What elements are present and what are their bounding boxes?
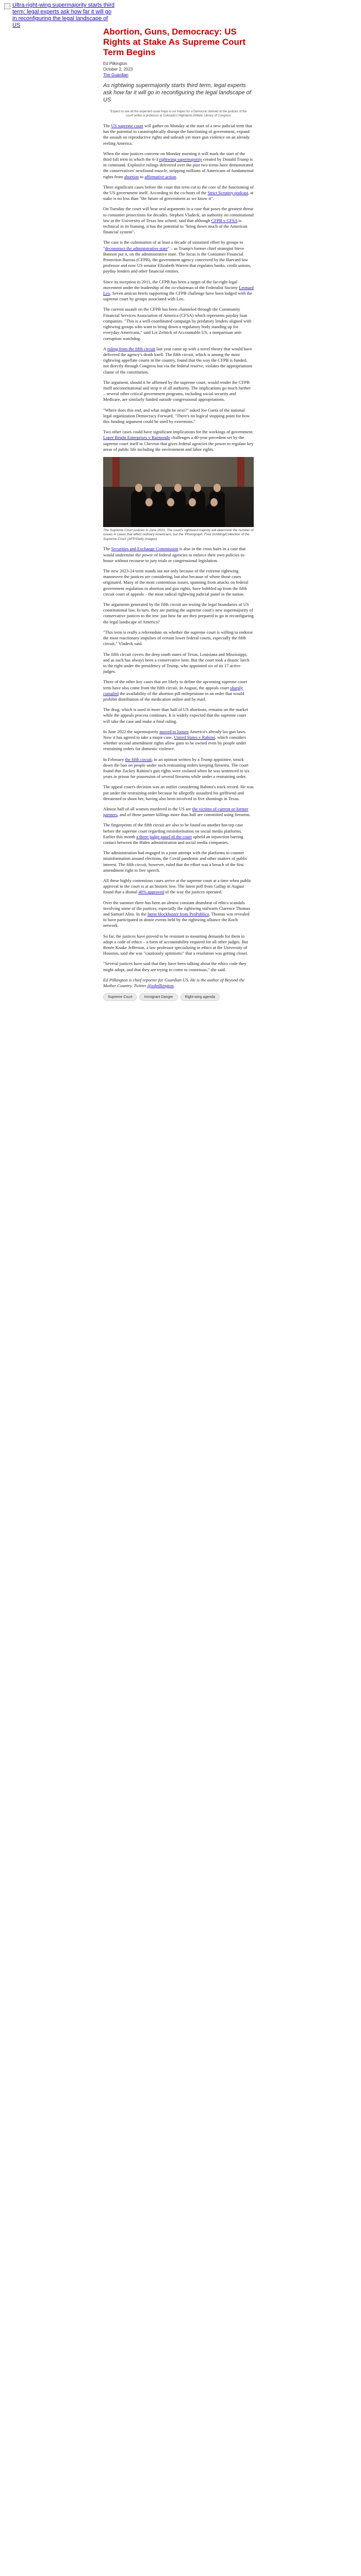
justice-face [145,498,153,506]
body-paragraph [103,961,254,972]
justice-face [155,484,162,492]
inline-link[interactable]: rightwing supermajority [159,157,202,162]
paragraph-text: Almost half of all women murdered in the US are [103,806,192,811]
photo-curtain [237,457,244,487]
paragraph-text: , at stake is no less than "the future of government as we know it". [103,190,254,201]
paragraph-text: , which considers whether second amendment rights allow guns to be owned even by people under restraining orders for domestic violence. [103,734,247,752]
author: Ed Pilkington [103,61,127,66]
justice-figure [140,503,158,527]
body-paragraph [103,652,254,675]
body-paragraph [103,630,254,647]
justice-face [135,484,142,492]
paragraph-text: " – as Trump's former chief strategist Steve Bannon put it, on the administrative state. The focus is the Consumer Financial Protection Bureau (CFPB), the government agency conceived by the Harvard law professor and now US senator Elizabeth Warren that regulates banks, credit unions, payday lenders and other financial entities. [103,245,251,274]
body-paragraph [103,568,254,597]
justice-face [214,484,221,492]
body-paragraph [103,757,254,780]
inline-link[interactable]: US supreme court [111,123,143,128]
browser-header [0,0,361,28]
paragraph-text: "Where does this end, and what might be next?" asked Joe Gaeta of the national legal organization Democracy Forward. "There's no logical stopping point for how this funding argument could be used by extremists." [103,407,250,424]
justice-face [174,484,182,492]
inline-link[interactable]: the fifth circuit [125,756,152,762]
paragraph-text: . [176,174,177,179]
paragraph-text: On Tuesday the court will hear oral arguments in a case that poses the greatest threat to consumer protections for decades. Stephen Vladeck, an authority on constitutional law at the University of Texas law school, said that although [103,206,254,223]
paragraph-text: The appeal court's decision was an outlier considering Rahimi's track record. He was put under the restraining order because he allegedly assaulted his girlfriend and threatened to shoot her, having also been involved in five shootings in Texas. [103,784,254,801]
body-paragraph [103,900,254,929]
page-title-link[interactable]: Ultra-right-wing supermajority starts third term: legal experts ask how far it will go in reconfiguring the legal landscape of US [12,2,115,28]
body-paragraph [103,679,254,702]
inline-link[interactable]: sharply curtailed [103,685,243,696]
paragraph-text: , Thomas was revealed to have participated in donor events held by the rightwing alliance the Koch network. [103,911,250,928]
body-paragraph [103,822,254,845]
tag-chip[interactable]: Right-wing agenda [180,993,220,1001]
body-paragraph [103,123,254,146]
inline-link[interactable]: the victims of current or former partners [103,806,249,818]
inline-link[interactable]: Leonard Leo [103,284,254,296]
body-paragraph [103,380,254,403]
body-paragraph [103,729,254,752]
justice-figure [184,503,201,527]
broken-image-icon [4,3,10,9]
inline-link[interactable]: a three-judge panel of the court [136,834,192,839]
body-paragraph [103,408,254,425]
inline-link[interactable]: United States v Rahimi [173,734,215,740]
photo-curtain [112,457,120,487]
tag-list [103,993,254,1001]
paragraph-text: is technical in its framing, it has the potential to "bring down much of the American financial system". [103,217,248,235]
paragraph-text: The arguments generated by the fifth circuit are testing the legal boundaries of US constitutional law. In turn, they are putting the supreme court's new supermajority of conservative justices to the test: just how far are they prepared to go in reconfiguring the legal landscape of America? [103,602,254,624]
justice-face [194,484,201,492]
body-paragraph [103,878,254,895]
photo-backdrop [103,457,254,487]
paragraph-text: to [139,174,145,179]
paragraph-text: The current assault on the CFPB has been channeled through the Community Financial Services Association of America (CFSA) which represents payday loan companies. "This is a well-coordinated campaign by predatory lenders aligned with rightwing groups who want to bring down a regulatory body standing up for everyday Americans," said Liz Zelnick of Accountable.US, a nonpartisan anti-corruption watchdog. [103,307,252,341]
paragraph-text: A [103,346,107,351]
paragraph-text: The new 2023-24 term stands out not only because of the extreme rightwing manoeuvre the justices are considering, but also because of where those cases originated. Many of the most contentious issues, spanning from attacks on federal government regulation to abortion and gun rights, have bubbled up from the fifth circuit court of appeals – the most radical rightwing judicial panel in the nation. [103,568,249,597]
inline-link[interactable]: Securities and Exchange Commission [111,546,178,552]
article [103,27,254,1001]
paragraph-text: will gather on Monday at the start of a new judicial term that has the potential to catastrophically disrupt the functioning of government, expand the assault on reproductive rights and unleash yet more gun violence on an already reeling America. [103,123,252,146]
inline-link[interactable]: abortion [124,174,139,179]
paragraph-text: , in an opinion written by a Trump appointee, struck down the ban on people under such restraining orders keeping firearms. The court found that Zackey Rahimi's gun rights were violated when he was sentenced to six years in prison for possession of several firearms while under a restraining order. [103,756,250,779]
paragraph-text: "Several justices have said that they have been talking about the ethics code they might adopt, and that they are trying to come to consensus," she said. [103,961,247,972]
inline-link[interactable]: deconstruct the administrative state [105,245,168,251]
paragraph-text: . [173,983,175,989]
justice-face [189,498,196,506]
paragraph-text: The case is the culmination of at least a decade of sustained effort by groups to " [103,240,243,251]
justice-face [167,498,174,506]
paragraph-text: "This term is really a referendum on whether the supreme court is willing to endorse the most reactionary impulses of certain lower federal courts, especially the fifth circuit," Vladeck said. [103,629,253,647]
body-paragraph [103,977,254,989]
body-paragraph [103,546,254,564]
body-paragraph [103,850,254,873]
body-paragraph [103,279,254,302]
body-paragraph [103,184,254,202]
tag-chip[interactable]: Supreme Court [103,993,137,1001]
supreme-court-photo [103,457,254,527]
paragraph-text: upheld an injunction barring contact between the Biden administration and social media companies. [103,834,243,845]
paragraph-text: Three of the other key cases that are likely to define the upcoming supreme court term have also come from the fifth circuit. In August, the appeals court [103,679,247,690]
paragraph-text: the availability of the abortion pill mifepristone in an order that would prohibit distribution of the medication online and by mail. [103,690,244,702]
body-paragraph [103,206,254,235]
inline-link[interactable]: @edpilkington [147,983,174,989]
paragraph-text: The drug, which is used in more than half of US abortions, remains on the market while the appeals process continues. It is widely expected that the supreme court will take the case and make a final ruling. [103,707,248,724]
lead-image-caption-block [103,109,254,118]
body-paragraph [103,346,254,375]
standfirst: As rightwing supermajority starts third term, legal experts ask how far it will go in reconfiguring the legal landscape of US [103,82,251,103]
paragraph-text: is also in the cross hairs in a case that would undermine the power of federal agencies to enforce their own policies in-house without recourse to jury trials or congressional legislation. [103,546,246,563]
inline-link[interactable]: moved to loosen [159,728,189,734]
justice-figure [205,503,223,527]
body-paragraph [103,240,254,274]
paragraph-text: In February [103,756,125,762]
body-paragraph [103,307,254,341]
paragraph-text: of the way the justices operated. [164,889,223,895]
inline-link[interactable]: Loper Bright Enterprises v Raimondo [103,435,170,440]
byline [103,61,254,78]
body-paragraph [103,707,254,724]
inline-link[interactable]: CFPB v CFSA [211,217,238,223]
paragraph-text: The fingerprints of the fifth circuit are also to be found on another hot-top case before the supreme court regarding misinformation on social media platforms. Earlier this month [103,822,243,839]
paragraph-text: So far, the justices have proved to be resistant to mounting demands for them to adopt a code of ethics – a form of accountability required for all other judges. But Renée Knake Jefferson, a law professor specializing in ethics at the University of Houston, said she was "cautiously optimistic" that a resolution was getting closer. [103,933,249,956]
body-paragraph [103,934,254,957]
photo-caption: The Supreme Court justices in June 2023. The court's rightward majority will determine the number of issues in cases that affect ordinary Americans, but the ‘Photograph: Fred Schilling/Collection of the Supreme Court’ (AFP/Getty Images) [103,528,254,541]
paragraph-text: Over the summer there has been an almost constant drumbeat of ethics scandals involving some of the justices, especially the rightwing stalwarts Clarence Thomas and Samuel Alito. In the [103,900,251,917]
paragraph-text: America's already lax gun laws. Now it has agreed to take a major case, [103,728,247,740]
body-paragraph [103,784,254,802]
body-paragraph [103,806,254,818]
tag-chip[interactable]: Immigrant Danger [139,993,177,1001]
paragraph-text: The argument, should it be affirmed by the supreme court, would render the CFPB itself unconstitutional and strip it of all authority. The implications go much further – several other critical government programs, including social security and Medicare, are similarly funded outside congressional appropriations. [103,379,251,402]
paragraph-text: created by Donald Trump is in command. Explosive rulings delivered over the past two terms have demonstrated the conservatives' newfound muscle, stripping millions of Americans of fundamental rights from [103,157,254,179]
headline: Abortion, Guns, Democracy: US Rights at Stake As Supreme Court Term Begins [103,27,246,57]
paragraph-text: challenges a 40-year precedent set by the supreme court itself in Chevron that gives federal agencies the power to regulate key areas of public life including the environment and labor rights. [103,435,254,452]
lead-image-caption: 'Expect to see all the expected usual hope & our hopes for a Democrat shelved at the justices of the court' writes a professor at Colorado's Highlands Athletic Library of Congress [110,110,247,117]
paragraph-text: The [103,123,111,128]
inline-link[interactable]: ruling from the fifth circuit [107,346,155,351]
paragraph-text: Ed Pilkington is chief reporter for Guardian US. He is the author of Beyond the Mother Country. Twitter [103,977,245,989]
paragraph-text: The administration had engaged in a joint attempt with the platforms to counter misinformation around elections, the Covid pandemic and other matters of public interest. The fifth circuit, however, ruled that the effort was a breach of the first amendment right to free speech. [103,850,248,873]
paragraph-text: All these highly contentious cases arrive at the supreme court at a time when public approval in the court is at an historic low. The latest poll from Gallup in August found that a dismal [103,878,252,895]
paragraph-text: , and of those partner killings more than half are committed using firearms. [117,812,251,818]
paragraph-text: . Seven amicus briefs supporting the CFPB challenge have been lodged with the supreme court by groups associated with Leo. [103,291,253,302]
inline-link[interactable]: latest blockbuster from ProPublica [147,911,209,917]
article-body-continued [103,546,254,989]
inline-link[interactable]: affirmative action [144,174,176,179]
paragraph-text: Three significant cases before the court this term cut to the core of the functioning of the US government itself. According to the co-hosts of the [103,184,254,196]
paragraph-text: The [103,546,111,552]
paragraph-text: The fifth circuit covers the deep south states of Texas, Louisiana and Mississippi, and as such has always been a conservative bent. But the court took a drastic lurch to the right under the presidency of Trump, who appointed six of its 17 active judges. [103,651,250,674]
body-paragraph [103,151,254,180]
publish-date: October 2, 2023 [103,67,133,72]
paragraph-text: In June 2022 the supermajority [103,728,160,734]
paragraph-text: Since its inception in 2011, the CFPB has been a target of the far-right legal movement under the leadership of the co-chairman of the Federalist Society [103,279,239,290]
justice-figure [162,503,179,527]
paragraph-text: last year came up with a novel theory that would have delivered the agency's death knell. The fifth circuit, which is among the most rightwing appellate courts in the country, found that the way the CFPB is funded, not directly through Congress but via the federal reserve, violates the appropriations clause of the constitution. [103,346,253,375]
inline-link[interactable]: Strict Scrutiny podcast [207,190,248,196]
inline-link[interactable]: 40% approved [138,889,165,895]
source-link[interactable]: The Guardian [103,73,128,77]
body-paragraph [103,429,254,452]
justice-face [210,498,218,506]
article-body [103,123,254,452]
paragraph-text: Two other cases could have significant implications for the workings of government. [103,429,254,435]
paragraph-text: When the nine justices convene on Monday morning it will mark the start of the third full term in which the 6-3 [103,150,245,162]
body-paragraph [103,602,254,625]
